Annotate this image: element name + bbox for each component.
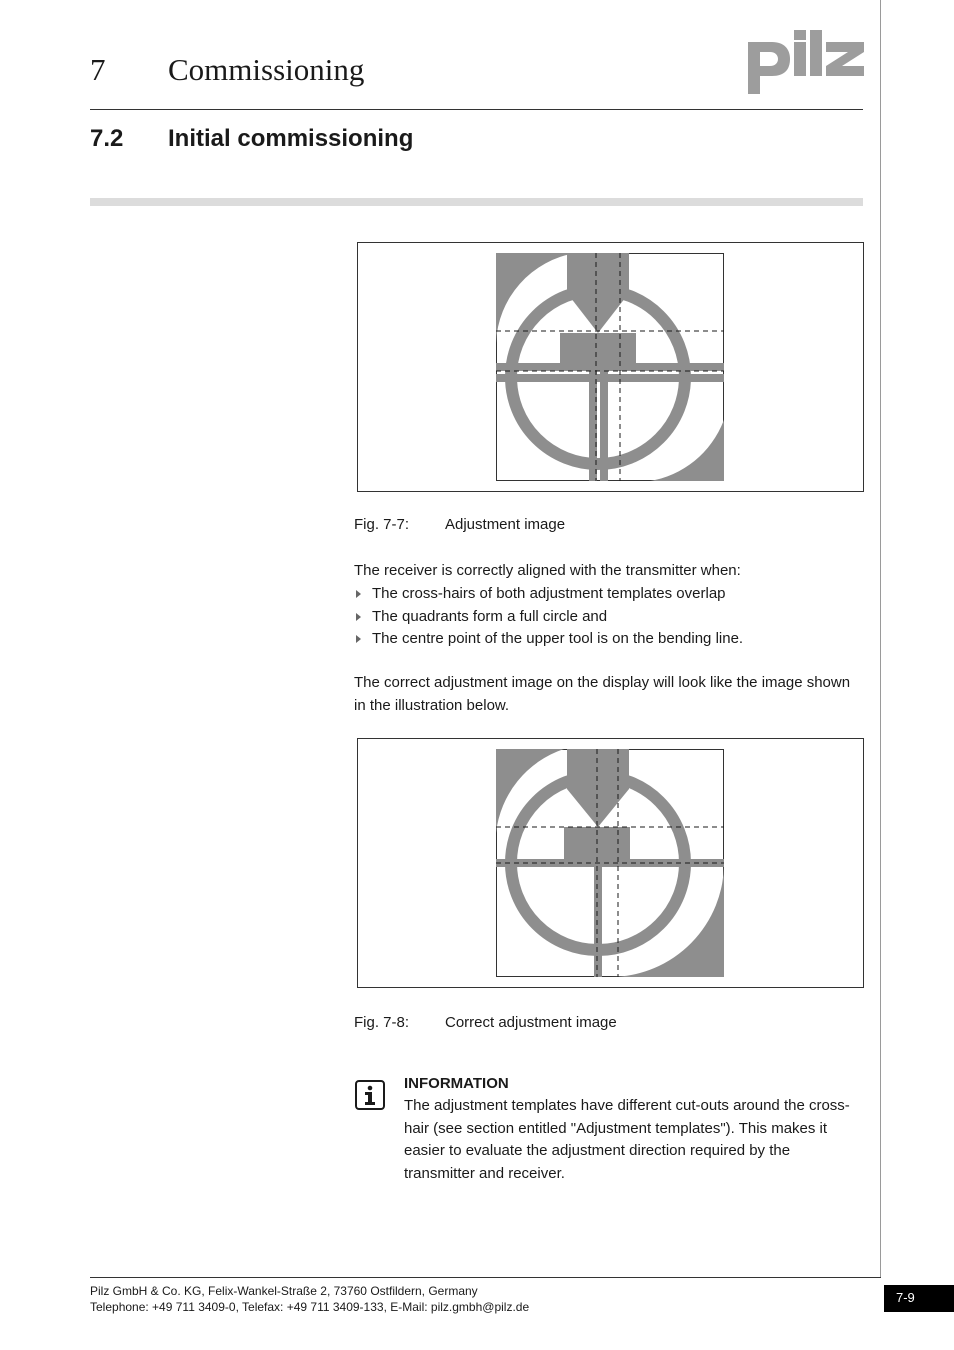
- right-margin-rule: [880, 0, 881, 1278]
- pilz-logo: [748, 28, 864, 96]
- bullet-arrow-icon: [356, 635, 361, 643]
- correct-image-paragraph: The correct adjustment image on the display will look like the image shown in the illustration below.: [354, 674, 851, 714]
- adjustment-image: [496, 253, 724, 481]
- chapter-title: Commissioning: [168, 52, 365, 87]
- list-item-text: The centre point of the upper tool is on the bending line.: [372, 630, 744, 647]
- figure-caption: [354, 1014, 617, 1031]
- list-item: [354, 583, 859, 606]
- adjustment-image-figure: [357, 242, 864, 492]
- footer-address: [90, 1283, 529, 1315]
- page-number: 7-9: [884, 1285, 954, 1312]
- information-title: INFORMATION: [404, 1075, 509, 1092]
- correct-adjustment-image-figure: [357, 738, 864, 988]
- correct-adjustment-image: [496, 749, 724, 977]
- figure-caption-text: Correct adjustment image: [445, 1014, 617, 1031]
- section-title: Initial commissioning: [168, 125, 414, 152]
- bullet-arrow-icon: [356, 613, 361, 621]
- header-rule: [90, 109, 863, 110]
- figure-caption: [354, 516, 565, 533]
- figure-caption-number: Fig. 7-7:: [354, 516, 410, 533]
- list-item-text: The cross-hairs of both adjustment templates overlap: [372, 585, 726, 602]
- list-item: [354, 606, 859, 629]
- footer-rule: [90, 1277, 881, 1278]
- chapter-number: 7: [90, 52, 106, 87]
- figure-caption-number: Fig. 7-8:: [354, 1014, 410, 1031]
- list-item: [354, 628, 859, 651]
- footer-line-address: Pilz GmbH & Co. KG, Felix-Wankel-Straße 2, 73760 Ostfildern, Germany: [90, 1284, 478, 1298]
- information-text: The adjustment templates have different cut-outs around the cross-hair (see section entitled "Adjustment templates"). This makes it easier to evaluate the adjustment direction required by the transmitter and receiver.: [404, 1097, 850, 1182]
- list-item-text: The quadrants form a full circle and: [372, 607, 608, 625]
- section-divider-band: [90, 198, 863, 206]
- section-number: 7.2: [90, 125, 124, 152]
- bullet-arrow-icon: [356, 590, 361, 598]
- information-icon: [355, 1080, 385, 1110]
- intro-paragraph: The receiver is correctly aligned with the transmitter when:: [354, 562, 741, 579]
- alignment-conditions-list: [354, 583, 859, 651]
- footer-line-contact: Telephone: +49 711 3409-0, Telefax: +49 711 3409-133, E-Mail: pilz.gmbh@pilz.de: [90, 1300, 530, 1314]
- figure-caption-text: Adjustment image: [445, 516, 566, 533]
